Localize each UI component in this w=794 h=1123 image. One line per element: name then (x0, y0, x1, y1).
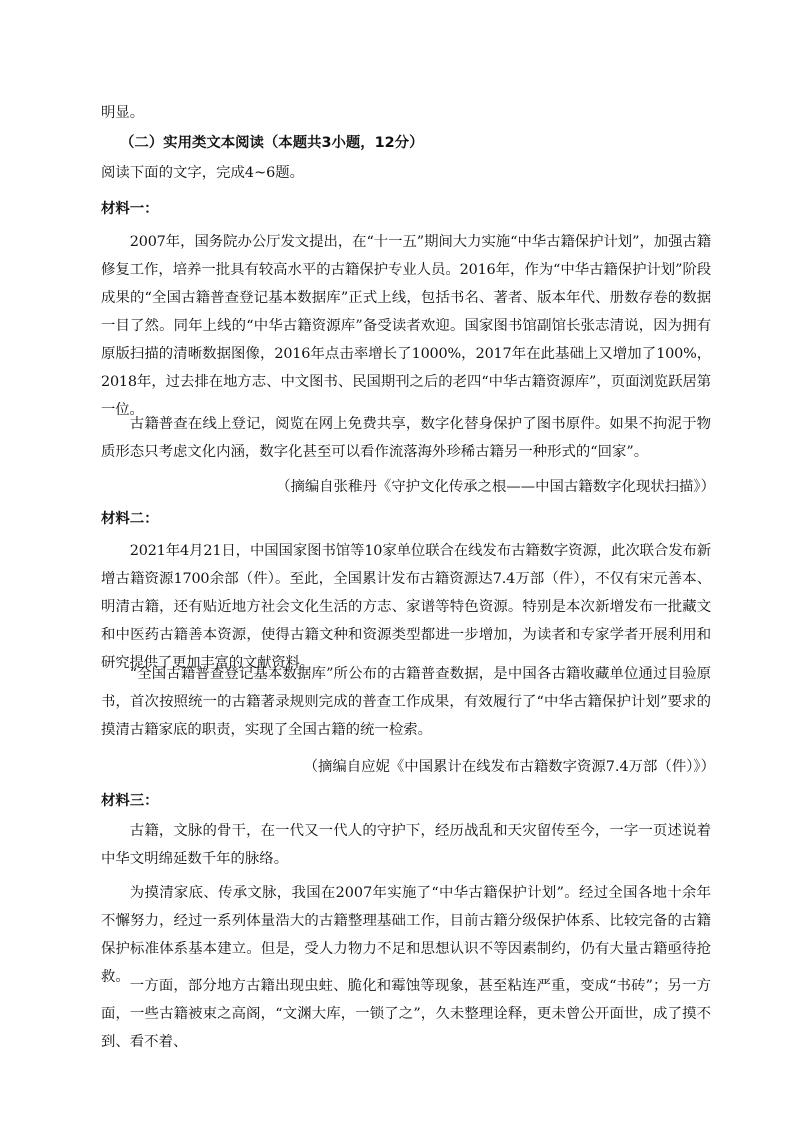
section-title: （二）实用类文本阅读（本题共3小题，12分） (120, 135, 424, 151)
material-2-paragraph-1: 2021年4月21日，中国国家图书馆等10家单位联合在线发布古籍数字资源，此次联合发布新增古籍资源1700余部（件）。至此，全国累计发布古籍资源达7.4万部（件），不仅有宋元善本、明清古籍，还有贴近地方社会文化生活的方志、家谱等特色资源。特别是本次新增发布一批藏文和中医药古籍善本资源，使得古籍文种和资源类型都进一步增加，为读者和专家学者开展利用和研究提供了更加丰富的文献资料。 (101, 543, 711, 671)
material-1-paragraph-2: 古籍普查在线上登记，阅览在网上免费共享，数字化替身保护了图书原件。如果不拘泥于物质形态只考虑文化内涵，数字化甚至可以看作流落海外珍稀古籍另一种形式的“回家”。 (101, 416, 711, 460)
paragraph-continuation: 明显。 (101, 105, 145, 121)
material-3-label: 材料三： (101, 793, 159, 809)
material-3-paragraph-3: 一方面，部分地方古籍出现虫蛀、脆化和霉蚀等现象，甚至粘连严重，变成“书砖”；另一方面，一些古籍被束之高阁，“文渊大库，一锁了之”，久未整理诠释，更未曾公开面世，成了摸不到、看不着、 (101, 978, 711, 1050)
material-3-paragraph-2: 为摸清家底、传承文脉，我国在2007年实施了“中华古籍保护计划”。经过全国各地十余年不懈努力，经过一系列体量浩大的古籍整理基础工作，目前古籍分级保护体系、比较完备的古籍保护标准体系基本建立。但是，受人力物力不足和思想认识不等因素制约，仍有大量古籍亟待抢救。 (101, 885, 711, 985)
material-2-paragraph-2: “全国古籍普查登记基本数据库”所公布的古籍普查数据，是中国各古籍收藏单位通过目验原书，首次按照统一的古籍著录规则完成的普查工作成果，有效履行了“中华古籍保护计划”要求的摸清古籍家底的职责，实现了全国古籍的统一检索。 (101, 666, 711, 738)
material-1-paragraph-1: 2007年，国务院办公厅发文提出，在“十一五”期间大力实施“中华古籍保护计划”，加强古籍修复工作，培养一批具有较高水平的古籍保护专业人员。2016年，作为“中华古籍保护计划”阶段成果的“全国古籍普查登记基本数据库”正式上线，包括书名、著者、版本年代、册数存卷的数据一目了然。同年上线的“中华古籍资源库”备受读者欢迎。国家图书馆副馆长张志清说，因为拥有原版扫描的清晰数据图像，2016年点击率增长了1000%，2017年在此基础上又增加了100%，2018年，过去排在地方志、中文图书、民国期刊之后的老四“中华古籍资源库”，页面浏览跃居第一位。 (101, 234, 711, 418)
material-3-paragraph-1: 古籍，文脉的骨干，在一代又一代人的守护下，经历战乱和天灾留传至今，一字一页述说着中华文明绵延数千年的脉络。 (101, 823, 711, 867)
material-2-label: 材料二： (101, 511, 159, 527)
material-2-source: （摘编自应妮《中国累计在线发布古籍数字资源7.4万部（件）》） (303, 759, 715, 775)
material-1-label: 材料一： (101, 201, 159, 217)
instruction: 阅读下面的文字，完成4~6题。 (101, 165, 305, 181)
material-1-source: （摘编自张稚丹《守护文化传承之根——中国古籍数字化现状扫描》） (276, 479, 715, 495)
